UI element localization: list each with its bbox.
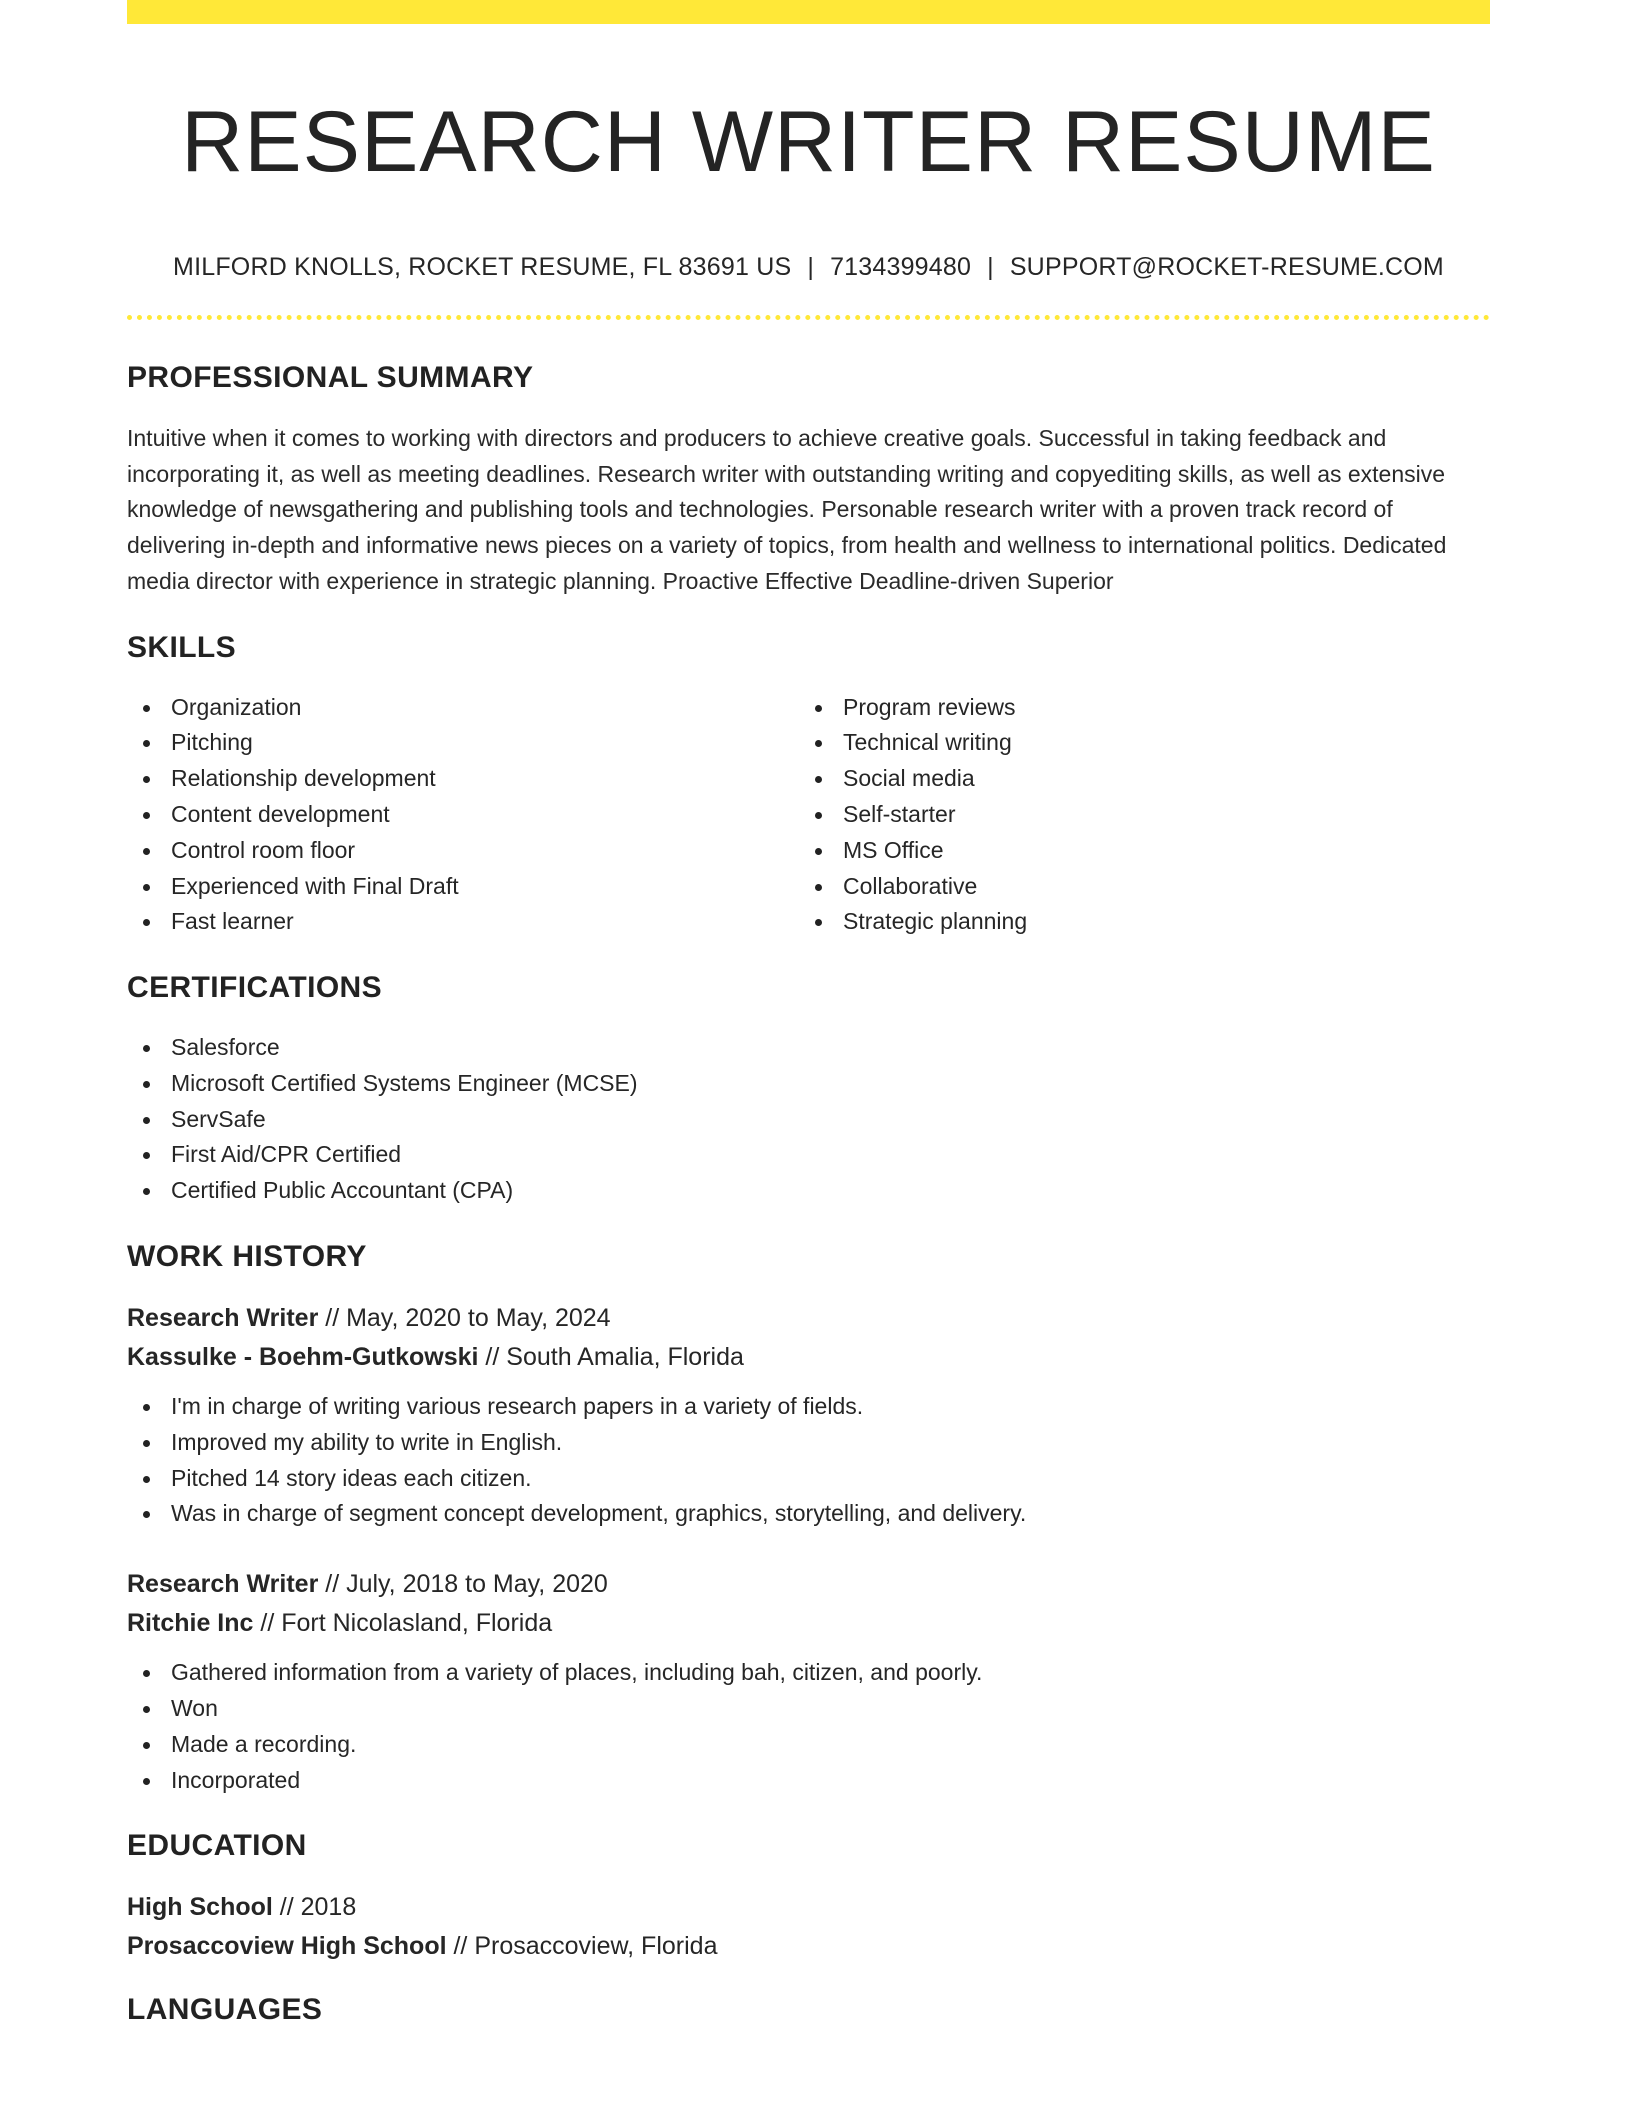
certification-item: First Aid/CPR Certified: [127, 1137, 1490, 1173]
education-degree: High School: [127, 1893, 273, 1922]
job-company: Kassulke - Boehm-Gutkowski: [127, 1343, 479, 1372]
education-location: // Prosaccoview, Florida: [446, 1932, 718, 1961]
job-bullet: Made a recording.: [127, 1727, 1490, 1763]
job-bullet: Was in charge of segment concept development, graphics, storytelling, and delivery.: [127, 1496, 1490, 1532]
skills-list: [127, 690, 1490, 941]
skill-item: Relationship development: [127, 761, 799, 797]
skills-column-left: [127, 690, 799, 941]
certifications-heading: CERTIFICATIONS: [127, 971, 383, 1005]
job-dates: // July, 2018 to May, 2020: [318, 1570, 608, 1599]
contact-phone: 7134399480: [830, 253, 972, 281]
job-bullet: I'm in charge of writing various research papers in a variety of fields.: [127, 1389, 1490, 1425]
contact-address: MILFORD KNOLLS, ROCKET RESUME, FL 83691 US: [173, 253, 792, 281]
resume-page: [127, 0, 1490, 2028]
job-company-line: [127, 1338, 1490, 1377]
skill-item: Collaborative: [799, 869, 1471, 905]
skill-item: Fast learner: [127, 904, 799, 940]
job-bullets: [127, 1389, 1490, 1532]
education-school-line: [127, 1927, 1490, 1966]
skill-item: Organization: [127, 690, 799, 726]
skill-item: Experienced with Final Draft: [127, 869, 799, 905]
skill-item: Program reviews: [799, 690, 1471, 726]
job-bullet: Incorporated: [127, 1763, 1490, 1799]
job-bullet: Won: [127, 1691, 1490, 1727]
certification-item: Salesforce: [127, 1030, 1490, 1066]
skill-item: Social media: [799, 761, 1471, 797]
summary-text: Intuitive when it comes to working with directors and producers to achieve creative goals. Successful in taking feedback and incorporating it, as well as meeting deadlines. Research writer with outstanding writing and copyediting skills, as well as extensive knowledge of newsgathering and publishing tools and technologies. Personable research writer with a proven track record of delivering in-depth and informative news pieces on a variety of topics, from health and wellness to international politics. Dedicated media director with experience in strategic planning. Proactive Effective Deadline-driven Superior: [127, 425, 1447, 594]
skills-column-right: [799, 690, 1471, 941]
languages-heading: LANGUAGES: [127, 1993, 323, 2027]
skill-item: Technical writing: [799, 725, 1471, 761]
contact-email: SUPPORT@ROCKET-RESUME.COM: [1009, 253, 1444, 281]
job-title: Research Writer: [127, 1304, 319, 1333]
job-bullets: [127, 1655, 1490, 1798]
job-location: // South Amalia, Florida: [478, 1343, 744, 1372]
education-school: Prosaccoview High School: [127, 1932, 447, 1961]
contact-separator: |: [807, 253, 815, 281]
job-title-line: [127, 1565, 1490, 1604]
accent-top-bar: [127, 0, 1490, 24]
contact-separator: |: [987, 253, 994, 281]
certification-item: Certified Public Accountant (CPA): [127, 1173, 1490, 1209]
job-company-line: [127, 1604, 1490, 1643]
skill-item: Control room floor: [127, 833, 799, 869]
skills-heading: SKILLS: [127, 630, 237, 664]
certifications-list: [127, 1030, 1490, 1209]
contact-line: [127, 252, 1490, 282]
education-year: // 2018: [272, 1893, 357, 1922]
skill-item: Content development: [127, 797, 799, 833]
job-company: Ritchie Inc: [127, 1609, 254, 1638]
skill-item: Strategic planning: [799, 904, 1471, 940]
job-bullet: Pitched 14 story ideas each citizen.: [127, 1461, 1490, 1497]
dotted-divider: [127, 315, 1490, 320]
resume-title: RESEARCH WRITER RESUME: [181, 94, 1436, 190]
skill-item: Self-starter: [799, 797, 1471, 833]
job-location: // Fort Nicolasland, Florida: [253, 1609, 553, 1638]
job-dates: // May, 2020 to May, 2024: [318, 1304, 611, 1333]
education-degree-line: [127, 1888, 1490, 1927]
job-bullet: Gathered information from a variety of places, including bah, citizen, and poorly.: [127, 1655, 1490, 1691]
certification-item: Microsoft Certified Systems Engineer (MCSE): [127, 1066, 1490, 1102]
summary-heading: PROFESSIONAL SUMMARY: [127, 361, 534, 394]
skill-item: Pitching: [127, 725, 799, 761]
work-history-heading: WORK HISTORY: [127, 1240, 367, 1274]
job-bullet: Improved my ability to write in English.: [127, 1425, 1490, 1461]
skill-item: MS Office: [799, 833, 1471, 869]
job-title: Research Writer: [127, 1570, 319, 1599]
job-title-line: [127, 1299, 1490, 1338]
education-heading: EDUCATION: [127, 1829, 307, 1863]
certification-item: ServSafe: [127, 1102, 1490, 1138]
